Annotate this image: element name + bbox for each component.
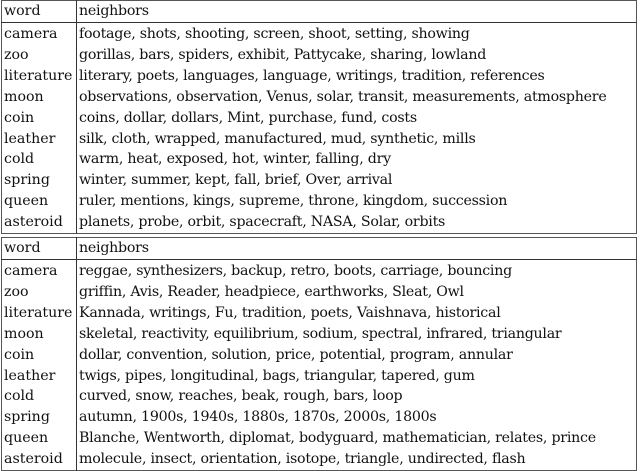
table-row: [2, 87, 637, 108]
word-cell: cold: [2, 149, 77, 170]
neighbors-cell: planets, probe, orbit, spacecraft, NASA, Solar, orbits: [79, 214, 446, 231]
neighbors-cell: observations, observation, Venus, solar, transit, measurements, atmosphere: [79, 88, 607, 105]
table-row: [2, 428, 637, 449]
word-cell: spring: [2, 170, 77, 191]
table-row: [2, 260, 637, 282]
neighbors-cell: winter, summer, kept, fall, brief, Over, arrival: [79, 172, 393, 189]
neighbors-table-2: [1, 237, 637, 471]
neighbors-cell: autumn, 1900s, 1940s, 1880s, 1870s, 2000s, 1800s: [79, 409, 437, 426]
neighbors-cell: Blanche, Wentworth, diplomat, bodyguard, mathematician, relates, prince: [79, 430, 596, 447]
neighbors-cell: skeletal, reactivity, equilibrium, sodium, spectral, infrared, triangular: [79, 325, 562, 342]
table-row: [2, 324, 637, 345]
neighbors-cell: molecule, insect, orientation, isotope, triangle, undirected, flash: [79, 451, 526, 468]
word-cell: leather: [2, 366, 77, 387]
neighbors-cell: Kannada, writings, Fu, tradition, poets, Vaishnava, historical: [79, 304, 501, 321]
table-row: [2, 366, 637, 387]
column-header-word: word: [2, 238, 77, 260]
neighbors-cell: coins, dollar, dollars, Mint, purchase, fund, costs: [79, 109, 417, 126]
neighbors-cell: literary, poets, languages, language, writings, tradition, references: [79, 67, 545, 84]
table-row: [2, 149, 637, 170]
word-cell: moon: [2, 87, 77, 108]
neighbors-cell: curved, snow, reaches, beak, rough, bars, loop: [79, 388, 403, 405]
word-cell: queen: [2, 191, 77, 212]
neighbors-table-1: [1, 0, 637, 234]
word-cell: coin: [2, 108, 77, 129]
neighbors-cell: reggae, synthesizers, backup, retro, boots, carriage, bouncing: [79, 263, 512, 279]
word-cell: queen: [2, 428, 77, 449]
neighbors-cell: gorillas, bars, spiders, exhibit, Pattycake, sharing, lowland: [79, 46, 487, 63]
table-row: [2, 386, 637, 407]
column-header-neighbors: neighbors: [79, 3, 149, 20]
neighbors-cell: footage, shots, shooting, screen, shoot, setting, showing: [79, 26, 470, 42]
table-row: [2, 45, 637, 66]
word-cell: camera: [2, 23, 77, 45]
word-cell: asteroid: [2, 449, 77, 470]
word-cell: cold: [2, 386, 77, 407]
table-row: [2, 303, 637, 324]
column-header-neighbors: neighbors: [79, 240, 149, 257]
word-cell: leather: [2, 129, 77, 150]
table-row: [2, 449, 637, 470]
word-cell: moon: [2, 324, 77, 345]
neighbors-cell: dollar, convention, solution, price, potential, program, annular: [79, 346, 513, 363]
table-row: [2, 170, 637, 191]
neighbors-cell: warm, heat, exposed, hot, winter, falling, dry: [79, 151, 391, 168]
neighbors-cell: griffin, Avis, Reader, headpiece, earthworks, Sleat, Owl: [79, 283, 464, 300]
header-row: [2, 1, 637, 23]
word-cell: camera: [2, 260, 77, 282]
word-cell: asteroid: [2, 212, 77, 233]
word-cell: coin: [2, 345, 77, 366]
word-cell: zoo: [2, 282, 77, 303]
word-cell: spring: [2, 407, 77, 428]
neighbors-cell: silk, cloth, wrapped, manufactured, mud, synthetic, mills: [79, 130, 476, 147]
table-row: [2, 191, 637, 212]
table-row: [2, 212, 637, 233]
neighbors-cell: ruler, mentions, kings, supreme, throne, kingdom, succession: [79, 193, 508, 210]
table-row: [2, 282, 637, 303]
table-row: [2, 66, 637, 87]
table-row: [2, 129, 637, 150]
table-row: [2, 23, 637, 45]
table-row: [2, 345, 637, 366]
table-row: [2, 407, 637, 428]
word-cell: literature: [2, 66, 77, 87]
column-header-word: word: [2, 1, 77, 23]
header-row: [2, 238, 637, 260]
table-row: [2, 108, 637, 129]
word-cell: zoo: [2, 45, 77, 66]
neighbors-cell: twigs, pipes, longitudinal, bags, triangular, tapered, gum: [79, 367, 475, 384]
word-cell: literature: [2, 303, 77, 324]
